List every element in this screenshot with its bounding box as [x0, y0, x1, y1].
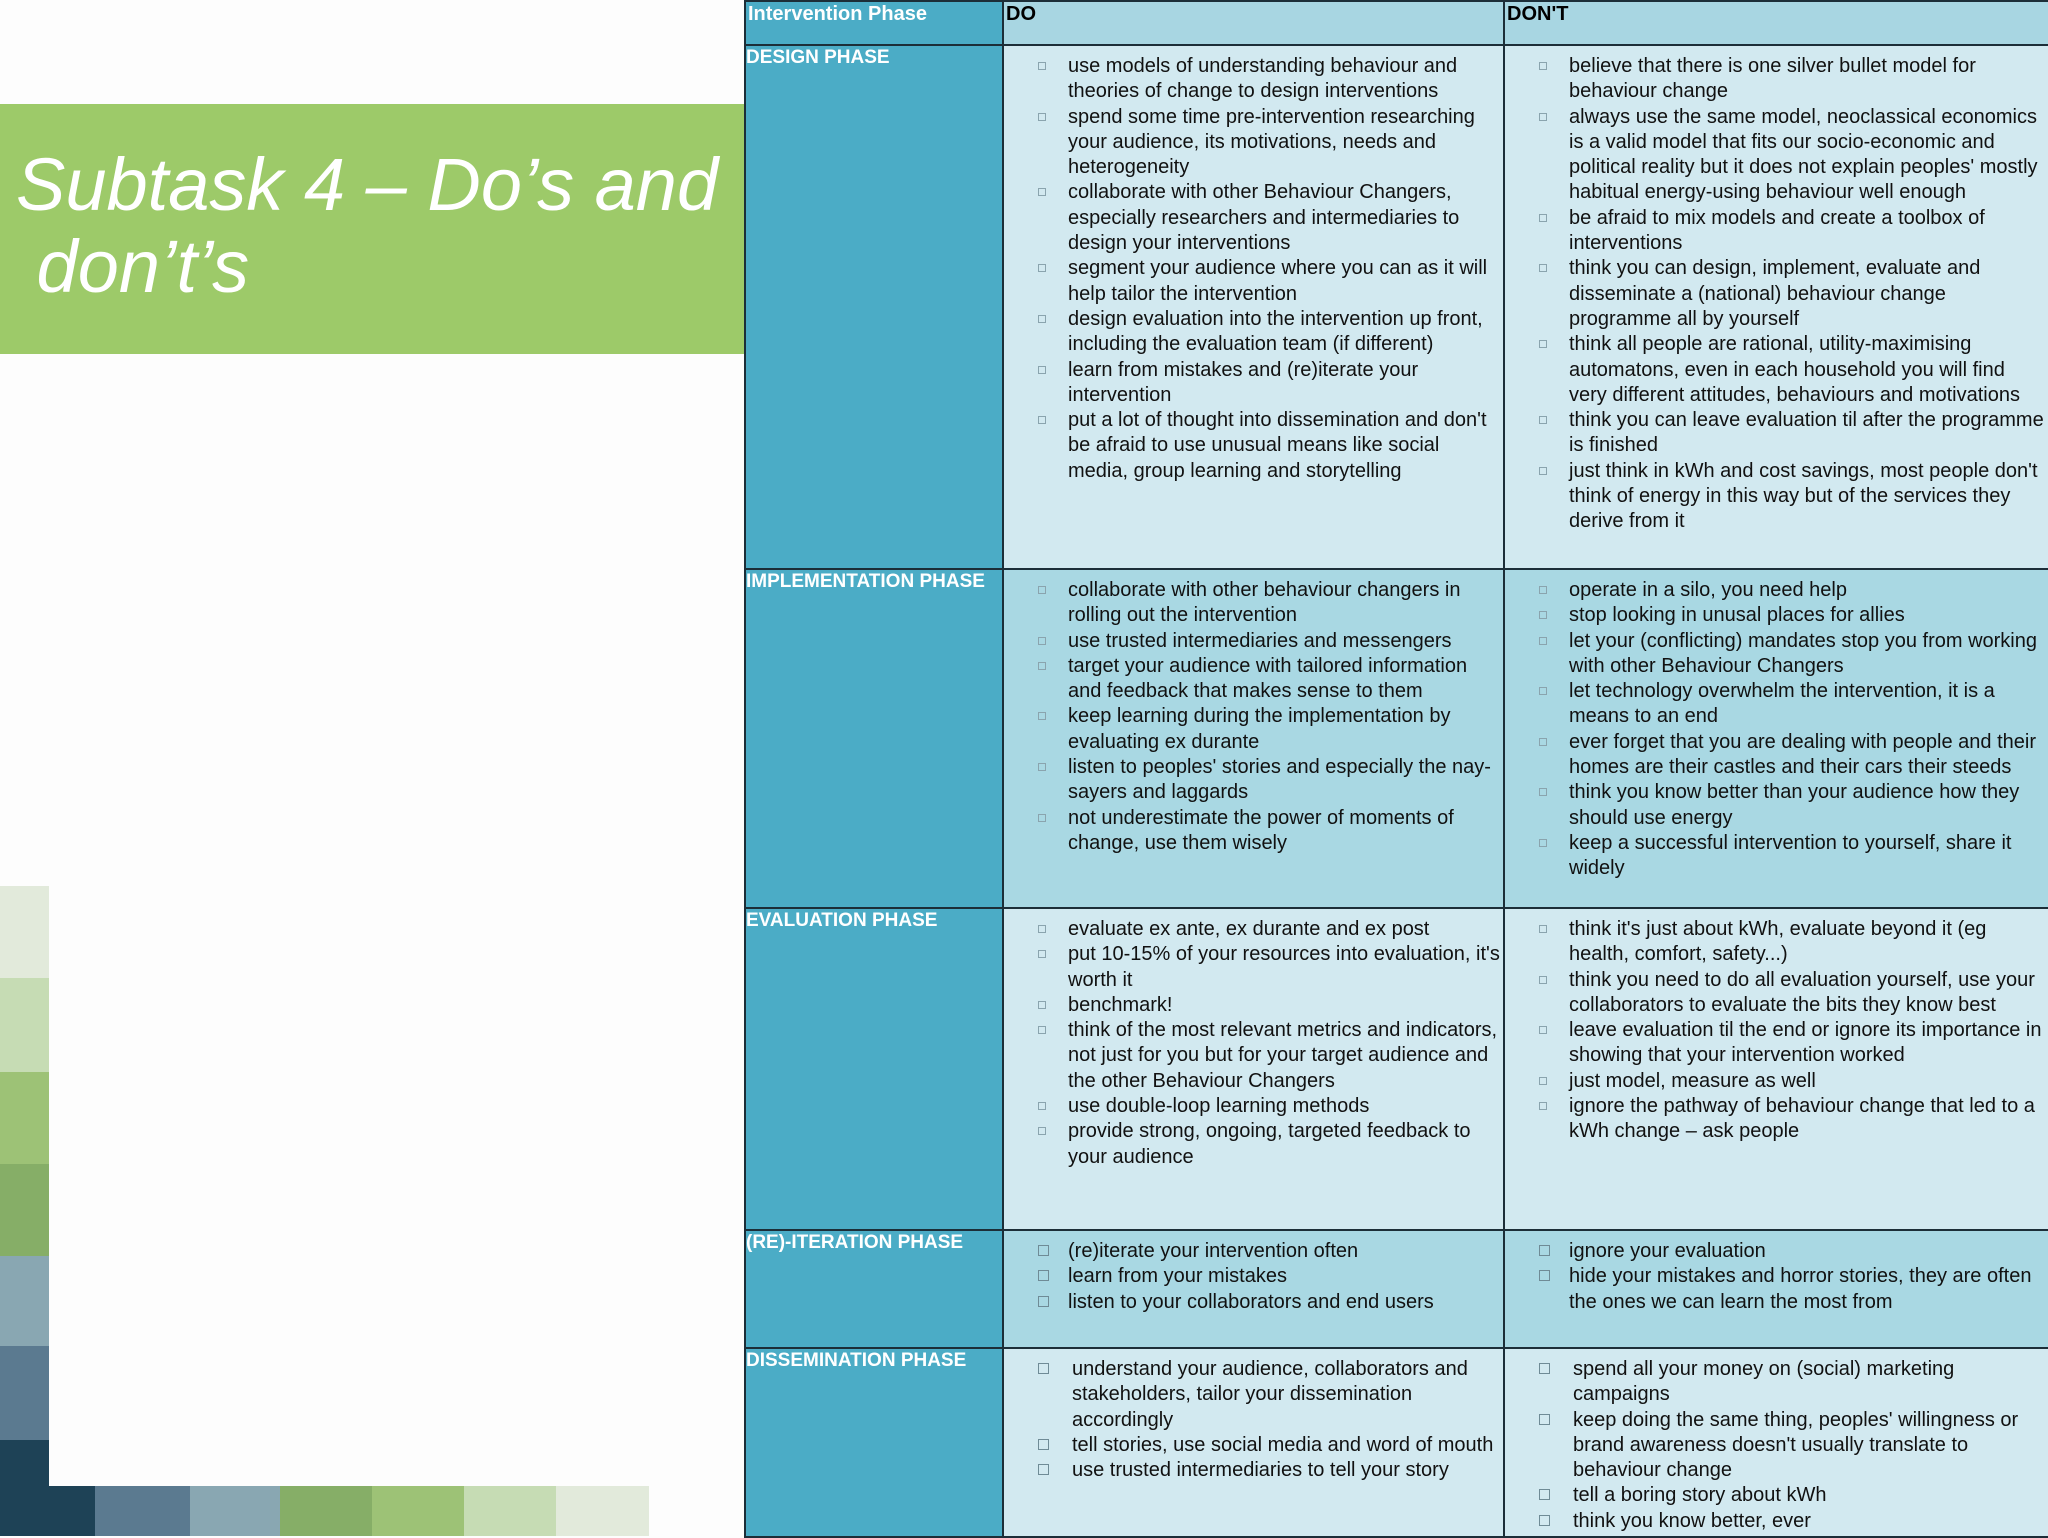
- dont-list: [1505, 578, 2048, 882]
- checkbox-bullet-icon: [1038, 315, 1046, 323]
- checkbox-bullet-icon: [1038, 1439, 1049, 1450]
- do-cell: [1003, 1348, 1504, 1537]
- header-do: DO: [1003, 1, 1504, 45]
- checkbox-bullet-icon: [1038, 1270, 1049, 1281]
- dont-item-text: let your (conflicting) mandates stop you from working with other Behaviour Changers: [1569, 629, 2037, 677]
- checkbox-bullet-icon: [1539, 1102, 1547, 1110]
- checkbox-bullet-icon: [1539, 925, 1547, 933]
- title-band: [0, 104, 745, 354]
- dont-list-item: [1505, 1509, 2048, 1534]
- checkbox-bullet-icon: [1038, 712, 1046, 720]
- dont-item-text: think it's just about kWh, evaluate beyond it (eg health, comfort, safety...): [1569, 918, 1987, 966]
- checkbox-bullet-icon: [1038, 637, 1046, 645]
- do-item-text: design evaluation into the intervention up front, including the evaluation team (if different): [1068, 307, 1483, 356]
- do-item-text: understand your audience, collaborators and stakeholders, tailor your dissemination accordingly: [1072, 1358, 1468, 1431]
- dont-item-text: tell a boring story about kWh: [1573, 1484, 1827, 1507]
- dont-item-text: stop looking in unusal places for allies: [1569, 604, 1905, 627]
- checkbox-bullet-icon: [1539, 611, 1547, 619]
- swatch: [280, 1486, 372, 1536]
- dont-cell: [1504, 569, 2048, 908]
- do-list: [1004, 1239, 1503, 1315]
- dont-cell: [1504, 1348, 2048, 1537]
- do-list-item: [1004, 1239, 1503, 1264]
- do-list-item: [1004, 942, 1503, 993]
- checkbox-bullet-icon: [1539, 1077, 1547, 1085]
- do-item-text: listen to peoples' stories and especially the nay-sayers and laggards: [1068, 756, 1491, 804]
- dont-list-item: [1505, 408, 2048, 459]
- do-list: [1004, 578, 1503, 856]
- do-list-item: [1004, 307, 1503, 358]
- do-list-item: [1004, 1357, 1503, 1433]
- do-item-text: learn from your mistakes: [1068, 1265, 1287, 1288]
- do-list-item: [1004, 629, 1503, 654]
- checkbox-bullet-icon: [1038, 1296, 1049, 1307]
- do-item-text: collaborate with other behaviour changers in rolling out the intervention: [1068, 579, 1461, 627]
- do-list-item: [1004, 1264, 1503, 1289]
- do-list-item: [1004, 1018, 1503, 1094]
- checkbox-bullet-icon: [1038, 814, 1046, 822]
- swatch: [49, 1486, 95, 1536]
- dont-item-text: let technology overwhelm the intervention, it is a means to an end: [1569, 680, 1995, 728]
- dont-item-text: operate in a silo, you need help: [1569, 579, 1847, 601]
- do-list: [1004, 1357, 1503, 1483]
- swatch: [464, 1486, 556, 1536]
- dont-item-text: leave evaluation til the end or ignore its importance in showing that your intervention worked: [1569, 1019, 2042, 1067]
- do-list-item: [1004, 654, 1503, 705]
- checkbox-bullet-icon: [1038, 1245, 1049, 1256]
- swatch: [0, 1164, 49, 1256]
- swatch: [95, 1486, 190, 1536]
- checkbox-bullet-icon: [1038, 113, 1046, 121]
- checkbox-bullet-icon: [1539, 62, 1547, 70]
- checkbox-bullet-icon: [1539, 738, 1547, 746]
- checkbox-bullet-icon: [1038, 1102, 1046, 1110]
- do-list-item: [1004, 1119, 1503, 1170]
- checkbox-bullet-icon: [1539, 637, 1547, 645]
- dont-list-item: [1505, 730, 2048, 781]
- dont-list: [1505, 1357, 2048, 1534]
- checkbox-bullet-icon: [1038, 1464, 1049, 1475]
- do-list: [1004, 54, 1503, 484]
- do-list-item: [1004, 704, 1503, 755]
- checkbox-bullet-icon: [1539, 264, 1547, 272]
- dont-item-text: keep doing the same thing, peoples' willingness or brand awareness doesn't usually translate to behaviour change: [1573, 1408, 2019, 1482]
- do-list-item: [1004, 806, 1503, 857]
- do-item-text: evaluate ex ante, ex durante and ex post: [1068, 918, 1430, 940]
- do-item-text: listen to your collaborators and end users: [1068, 1290, 1434, 1313]
- do-list-item: [1004, 1290, 1503, 1315]
- dont-list: [1505, 1239, 2048, 1315]
- do-item-text: use models of understanding behaviour and theories of change to design interventions: [1068, 55, 1458, 103]
- phase-row-evaluation: [745, 908, 2048, 1230]
- do-item-text: segment your audience where you can as it will help tailor the intervention: [1068, 257, 1488, 305]
- dont-item-text: ignore your evaluation: [1569, 1240, 1766, 1262]
- do-item-text: put 10-15% of your resources into evaluation, it's worth it: [1068, 943, 1500, 991]
- dont-list-item: [1505, 968, 2048, 1019]
- header-phase: Intervention Phase: [745, 1, 1003, 45]
- dont-list-item: [1505, 578, 2048, 603]
- dont-list: [1505, 54, 2048, 535]
- do-list-item: [1004, 105, 1503, 181]
- dont-item-text: think all people are rational, utility-maximising automatons, even in each household you will find very different attitudes, behaviours and motivations: [1569, 333, 2020, 406]
- checkbox-bullet-icon: [1539, 839, 1547, 847]
- dont-item-text: just think in kWh and cost savings, most people don't think of energy in this way but of the services they derive from it: [1569, 459, 2038, 533]
- dos-donts-table-container: [744, 0, 2048, 1536]
- checkbox-bullet-icon: [1038, 188, 1046, 196]
- checkbox-bullet-icon: [1038, 1001, 1046, 1009]
- header-row: [745, 1, 2048, 45]
- swatch: [190, 1486, 280, 1536]
- do-list-item: [1004, 1094, 1503, 1119]
- do-item-text: use double-loop learning methods: [1068, 1095, 1370, 1118]
- checkbox-bullet-icon: [1539, 113, 1547, 121]
- checkbox-bullet-icon: [1539, 788, 1547, 796]
- phase-row-dissemination: [745, 1348, 2048, 1537]
- do-item-text: keep learning during the implementation by evaluating ex durante: [1068, 705, 1451, 753]
- dont-item-text: think you know better, ever: [1573, 1509, 1811, 1532]
- do-item-text: use trusted intermediaries and messengers: [1068, 629, 1452, 652]
- do-item-text: target your audience with tailored information and feedback that makes sense to them: [1068, 654, 1468, 703]
- dont-list-item: [1505, 105, 2048, 206]
- do-item-text: benchmark!: [1068, 993, 1173, 1016]
- dont-item-text: think you know better than your audience how they should use energy: [1569, 781, 2020, 829]
- swatch: [372, 1486, 464, 1536]
- dont-list-item: [1505, 54, 2048, 105]
- dont-item-text: hide your mistakes and horror stories, they are often the ones we can learn the most from: [1569, 1265, 2032, 1313]
- swatch: [0, 1346, 49, 1440]
- phase-row-implementation: [745, 569, 2048, 908]
- dont-cell: [1504, 908, 2048, 1230]
- do-list: [1004, 917, 1503, 1170]
- checkbox-bullet-icon: [1038, 950, 1046, 958]
- dont-cell: [1504, 1230, 2048, 1348]
- checkbox-bullet-icon: [1539, 416, 1547, 424]
- dont-item-text: think you need to do all evaluation yourself, use your collaborators to evaluate the bits they know best: [1569, 968, 2035, 1016]
- swatch: [0, 978, 49, 1072]
- checkbox-bullet-icon: [1539, 1414, 1550, 1425]
- checkbox-bullet-icon: [1539, 1026, 1547, 1034]
- do-item-text: not underestimate the power of moments of change, use them wisely: [1068, 806, 1454, 854]
- do-list-item: [1004, 1433, 1503, 1458]
- do-list-item: [1004, 993, 1503, 1018]
- do-list-item: [1004, 54, 1503, 105]
- do-cell: [1003, 908, 1504, 1230]
- checkbox-bullet-icon: [1038, 366, 1046, 374]
- checkbox-bullet-icon: [1539, 976, 1547, 984]
- do-item-text: learn from mistakes and (re)iterate your intervention: [1068, 358, 1419, 406]
- do-item-text: tell stories, use social media and word of mouth: [1072, 1433, 1494, 1456]
- slide-title: Subtask 4 – Do’s and don’t’s: [16, 143, 719, 308]
- do-list-item: [1004, 755, 1503, 806]
- dont-list-item: [1505, 603, 2048, 628]
- checkbox-bullet-icon: [1539, 340, 1547, 348]
- do-list-item: [1004, 917, 1503, 942]
- checkbox-bullet-icon: [1038, 586, 1046, 594]
- swatch: [556, 1486, 649, 1536]
- dont-list-item: [1505, 780, 2048, 831]
- dont-list-item: [1505, 1018, 2048, 1069]
- dont-list-item: [1505, 332, 2048, 408]
- checkbox-bullet-icon: [1038, 1026, 1046, 1034]
- dont-item-text: believe that there is one silver bullet model for behaviour change: [1569, 55, 1976, 103]
- do-item-text: use trusted intermediaries to tell your story: [1072, 1459, 1449, 1482]
- do-item-text: provide strong, ongoing, targeted feedback to your audience: [1068, 1120, 1471, 1168]
- dont-item-text: ignore the pathway of behaviour change that led to a kWh change – ask people: [1569, 1095, 2035, 1143]
- do-list-item: [1004, 408, 1503, 484]
- checkbox-bullet-icon: [1038, 416, 1046, 424]
- do-list-item: [1004, 180, 1503, 256]
- dont-list-item: [1505, 206, 2048, 257]
- checkbox-bullet-icon: [1038, 925, 1046, 933]
- dont-item-text: always use the same model, neoclassical economics is a valid model that fits our socio-economic and political reality but it does not explain peoples' mostly habitual energy-using behaviour well enough: [1569, 105, 2038, 204]
- checkbox-bullet-icon: [1539, 214, 1547, 222]
- do-list-item: [1004, 256, 1503, 307]
- dont-list: [1505, 917, 2048, 1145]
- phase-label: (RE)-ITERATION PHASE: [745, 1230, 1003, 1348]
- checkbox-bullet-icon: [1038, 763, 1046, 771]
- checkbox-bullet-icon: [1539, 1363, 1550, 1374]
- do-list-item: [1004, 1458, 1503, 1483]
- do-list-item: [1004, 578, 1503, 629]
- do-cell: [1003, 569, 1504, 908]
- do-item-text: put a lot of thought into dissemination and don't be afraid to use unusual means like social media, group learning and storytelling: [1068, 409, 1487, 482]
- dont-item-text: keep a successful intervention to yourself, share it widely: [1569, 831, 2012, 880]
- checkbox-bullet-icon: [1038, 662, 1046, 670]
- header-dont: DON'T: [1504, 1, 2048, 45]
- dont-list-item: [1505, 831, 2048, 882]
- dont-item-text: think you can leave evaluation til after the programme is finished: [1569, 409, 2044, 457]
- checkbox-bullet-icon: [1038, 62, 1046, 70]
- dont-list-item: [1505, 1408, 2048, 1484]
- dont-list-item: [1505, 459, 2048, 535]
- dont-list-item: [1505, 1069, 2048, 1094]
- checkbox-bullet-icon: [1539, 1515, 1550, 1526]
- swatch: [0, 1440, 49, 1536]
- dont-item-text: ever forget that you are dealing with people and their homes are their castles and their cars their steeds: [1569, 730, 2036, 779]
- dont-list-item: [1505, 1483, 2048, 1508]
- dont-item-text: just model, measure as well: [1569, 1069, 1816, 1092]
- swatch: [0, 886, 49, 978]
- phase-label: EVALUATION PHASE: [745, 908, 1003, 1230]
- dont-list-item: [1505, 629, 2048, 680]
- dont-item-text: think you can design, implement, evaluate and disseminate a (national) behaviour change programme all by yourself: [1569, 257, 1981, 330]
- dont-list-item: [1505, 679, 2048, 730]
- checkbox-bullet-icon: [1539, 1245, 1550, 1256]
- dont-cell: [1504, 45, 2048, 569]
- dont-list-item: [1505, 256, 2048, 332]
- dont-list-item: [1505, 1357, 2048, 1408]
- checkbox-bullet-icon: [1539, 1270, 1550, 1281]
- phase-row-design: [745, 45, 2048, 569]
- checkbox-bullet-icon: [1038, 1363, 1049, 1374]
- dont-list-item: [1505, 1239, 2048, 1264]
- checkbox-bullet-icon: [1539, 1489, 1550, 1500]
- dont-list-item: [1505, 1094, 2048, 1145]
- swatch: [0, 1072, 49, 1164]
- do-item-text: think of the most relevant metrics and indicators, not just for you but for your target audience and the other Behaviour Changers: [1068, 1019, 1498, 1092]
- dos-donts-table: [744, 0, 2048, 1538]
- dont-list-item: [1505, 1264, 2048, 1315]
- do-item-text: collaborate with other Behaviour Changers, especially researchers and intermediaries to design your interventions: [1068, 181, 1460, 255]
- dont-list-item: [1505, 917, 2048, 968]
- checkbox-bullet-icon: [1539, 586, 1547, 594]
- dont-item-text: be afraid to mix models and create a toolbox of interventions: [1569, 206, 1985, 255]
- phase-label: DESIGN PHASE: [745, 45, 1003, 569]
- phase-row-reiteration: [745, 1230, 2048, 1348]
- phase-label: IMPLEMENTATION PHASE: [745, 569, 1003, 908]
- phase-label: DISSEMINATION PHASE: [745, 1348, 1003, 1537]
- checkbox-bullet-icon: [1539, 687, 1547, 695]
- swatch: [0, 1256, 49, 1346]
- do-item-text: (re)iterate your intervention often: [1068, 1240, 1359, 1262]
- do-item-text: spend some time pre-intervention researching your audience, its motivations, needs and heterogeneity: [1068, 105, 1475, 179]
- checkbox-bullet-icon: [1038, 264, 1046, 272]
- do-cell: [1003, 45, 1504, 569]
- dont-item-text: spend all your money on (social) marketing campaigns: [1573, 1358, 1955, 1406]
- checkbox-bullet-icon: [1539, 467, 1547, 475]
- do-cell: [1003, 1230, 1504, 1348]
- checkbox-bullet-icon: [1038, 1127, 1046, 1135]
- do-list-item: [1004, 358, 1503, 409]
